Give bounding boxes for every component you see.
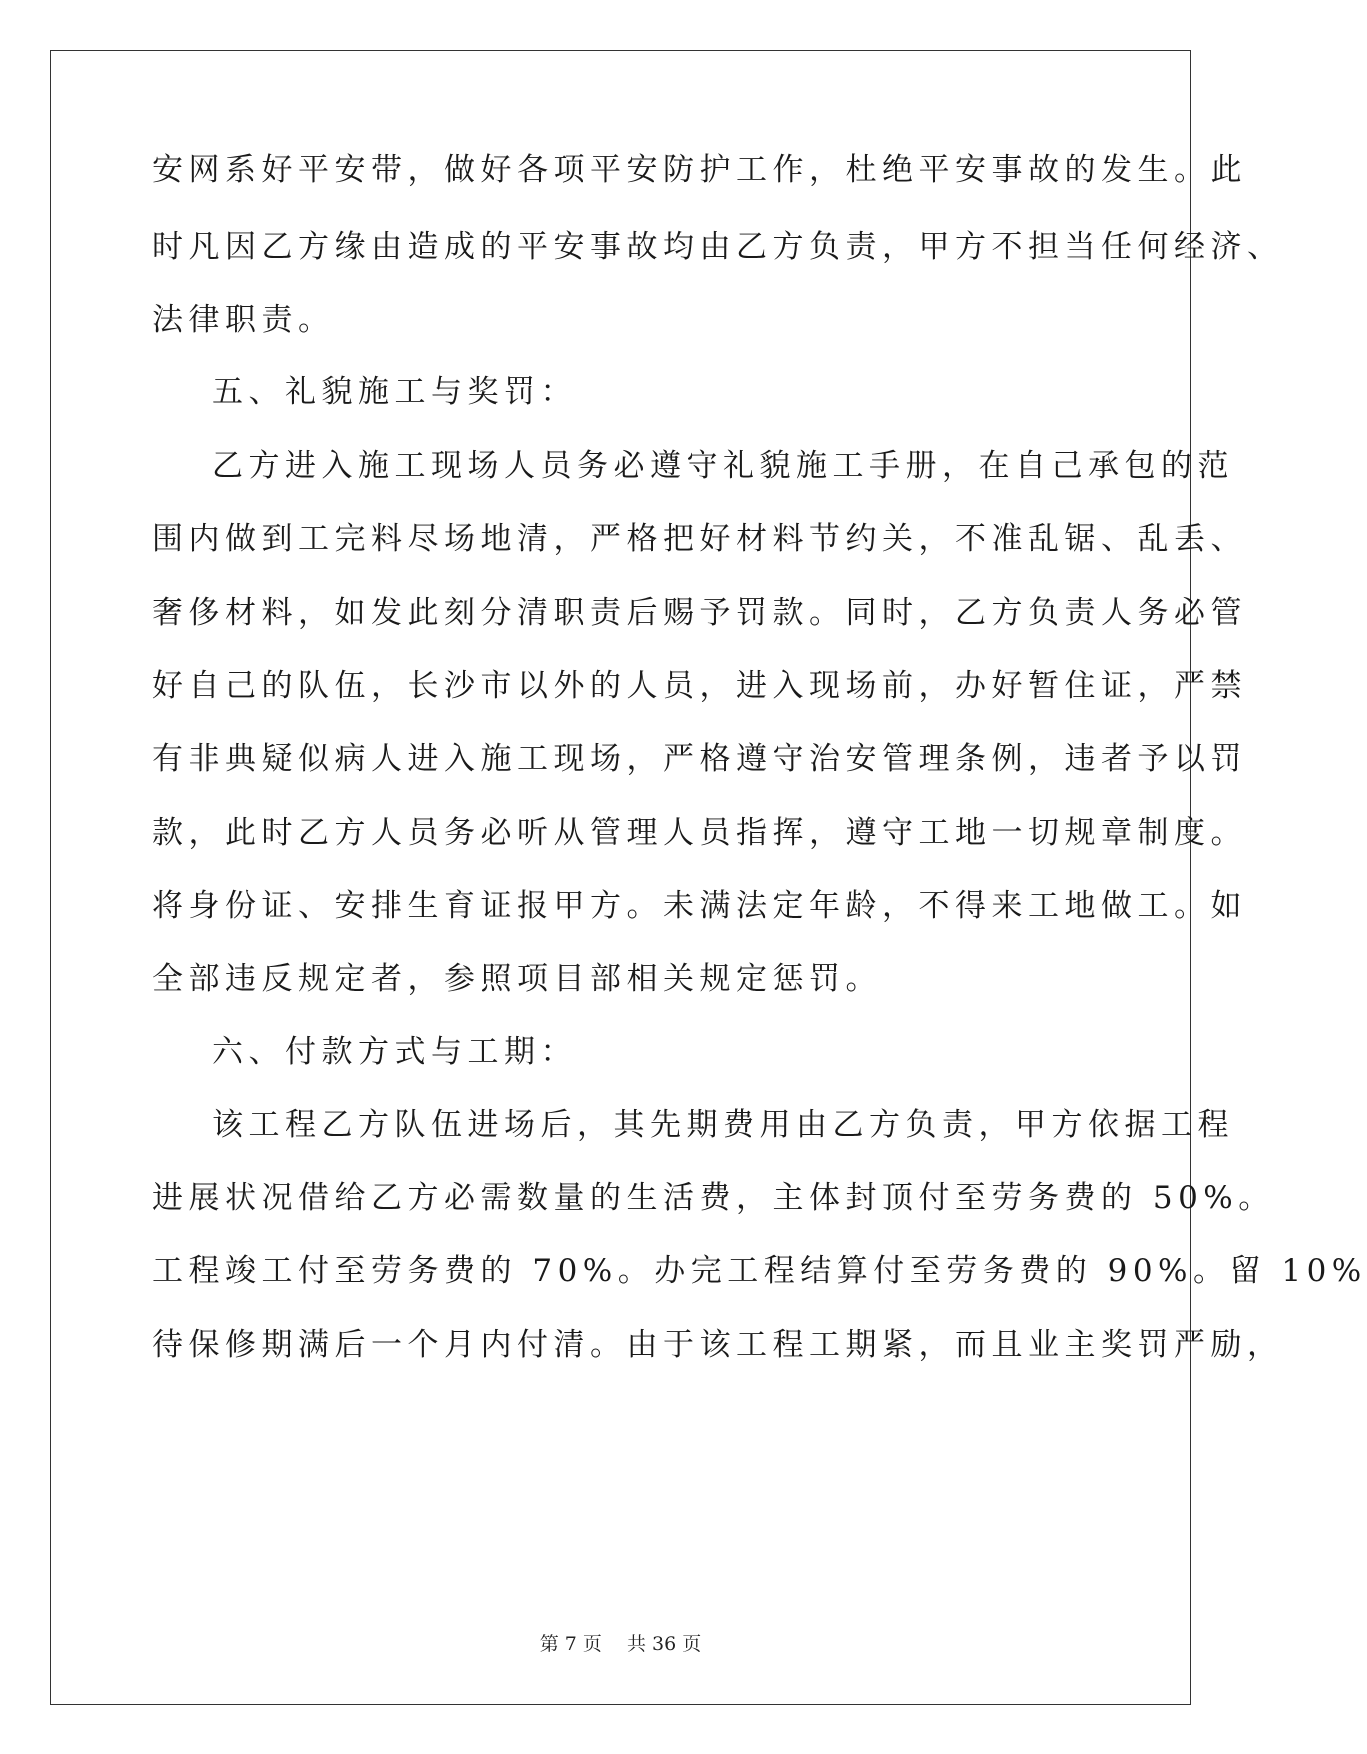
paragraph-line: 全部违反规定者，参照项目部相关规定惩罚。 <box>152 961 882 997</box>
paragraph-line: 进展状况借给乙方必需数量的生活费，主体封顶付至劳务费的 50%。 <box>152 1180 1275 1216</box>
paragraph-line: 待保修期满后一个月内付清。由于该工程工期紧，而且业主奖罚严励， <box>152 1327 1284 1363</box>
paragraph-line: 将身份证、安排生育证报甲方。未满法定年龄，不得来工地做工。如 <box>152 888 1247 924</box>
page-number-footer: 第 7 页 共 36 页 <box>539 1633 702 1655</box>
paragraph-line: 有非典疑似病人进入施工现场，严格遵守治安管理条例，违者予以罚 <box>152 741 1247 777</box>
paragraph-line: 好自己的队伍，长沙市以外的人员，进入现场前，办好暂住证，严禁 <box>152 668 1247 704</box>
paragraph-line: 款，此时乙方人员务必听从管理人员指挥，遵守工地一切规章制度。 <box>152 815 1247 851</box>
paragraph-line: 工程竣工付至劳务费的 70%。办完工程结算付至劳务费的 90%。留 10% <box>152 1253 1367 1289</box>
paragraph-line: 法律职责。 <box>152 302 335 338</box>
paragraph-line: 时凡因乙方缘由造成的平安事故均由乙方负责，甲方不担当任何经济、 <box>152 229 1284 265</box>
paragraph-line: 奢侈材料，如发此刻分清职责后赐予罚款。同时，乙方负责人务必管 <box>152 595 1247 631</box>
page-frame <box>50 50 1191 1705</box>
section-heading: 五、礼貌施工与奖罚： <box>212 374 577 410</box>
paragraph-line: 该工程乙方队伍进场后，其先期费用由乙方负责，甲方依据工程 <box>212 1107 1234 1143</box>
paragraph-line: 安网系好平安带，做好各项平安防护工作，杜绝平安事故的发生。此 <box>152 152 1247 188</box>
section-heading: 六、付款方式与工期： <box>212 1034 577 1070</box>
paragraph-line: 乙方进入施工现场人员务必遵守礼貌施工手册，在自己承包的范 <box>212 448 1234 484</box>
paragraph-line: 围内做到工完料尽场地清，严格把好材料节约关，不准乱锯、乱丢、 <box>152 521 1247 557</box>
